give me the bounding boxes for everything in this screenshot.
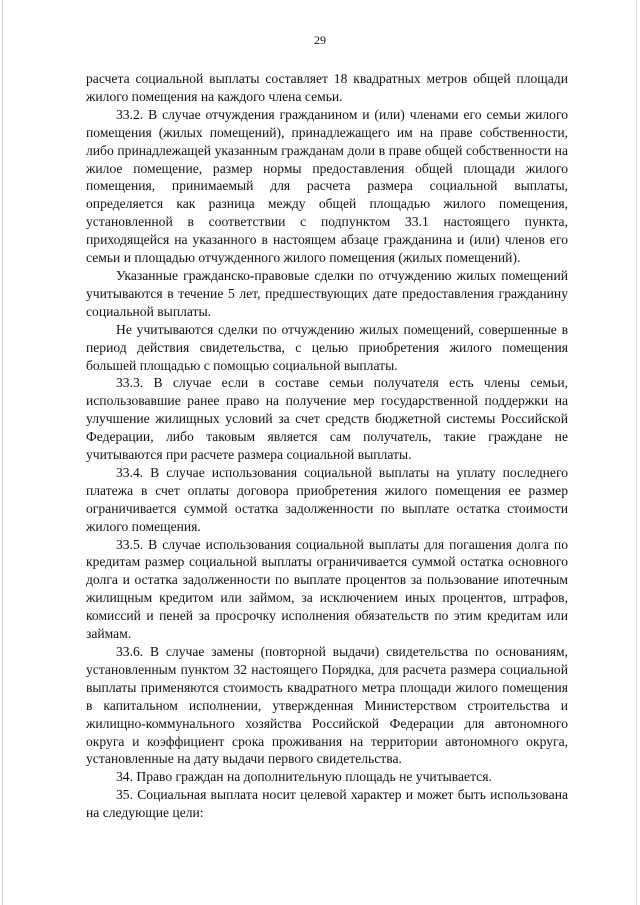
document-body: [86, 70, 568, 822]
paragraph-33-3: 33.3. В случае если в составе семьи получателя есть члены семьи, использовавшие ранее право на получение мер государственной поддержки на улучшение жилищных условий за счет средств бюджетной системы Российской Федерации, либо таковым является сам получатель, такие граждане не учитываются при расчете размера социальной выплаты.: [86, 375, 568, 463]
paragraph-transactions-counted: Указанные гражданско-правовые сделки по отчуждению жилых помещений учитываются в течение 5 лет, предшествующих дате предоставления гражданину социальной выплаты.: [86, 267, 568, 319]
page-number: 29: [314, 33, 326, 47]
paragraph-34: 34. Право граждан на дополнительную площадь не учитывается.: [116, 769, 492, 785]
paragraph-transactions-not-counted: Не учитываются сделки по отчуждению жилых помещений, совершенные в период действия свидетельства, с целью приобретения жилого помещения большей площадью с помощью социальной выплаты.: [86, 321, 568, 373]
page-edge-left: [2, 0, 3, 905]
paragraph-33-4: 33.4. В случае использования социальной выплаты на уплату последнего платежа в счет оплаты договора приобретения жилого помещения ее размер ограничивается суммой остатка задолженности по выплате остатка стоимости жилого помещения.: [86, 464, 568, 534]
paragraph-33-2: 33.2. В случае отчуждения гражданином и (или) членами его семьи жилого помещения (жилых помещений), принадлежащего им на праве собственности, либо принадлежащей указанным гражданам доли в праве общей собственности на жилое помещение, размер нормы предоставления общей площади жилого помещения, принимаемый для расчета размера социальной выплаты, определяется как разница между общей площадью жилого помещения, установленной в соответствии с подпунктом 33.1 настоящего пункта, приходящейся на указанного в настоящем абзаце гражданина и (или) членов его семьи и площадью отчужденного жилого помещения (жилых помещений).: [86, 106, 568, 266]
paragraph-continuation: расчета социальной выплаты составляет 18 квадратных метров общей площади жилого помещения на каждого члена семьи.: [86, 71, 568, 104]
page-edge-right: [636, 0, 637, 905]
paragraph-35: 35. Социальная выплата носит целевой характер и может быть использована на следующие цели:: [86, 787, 568, 821]
paragraph-33-5: 33.5. В случае использования социальной выплаты для погашения долга по кредитам размер социальной выплаты ограничивается суммой остатка основного долга и остатка задолженности по выплате процентов за пользование ипотечным жилищным кредитом или займом, за исключением иных процентов, штрафов, комиссий и пеней за просрочку исполнения обязательств по этим кредитам или займам.: [86, 536, 568, 642]
paragraph-33-6: 33.6. В случае замены (повторной выдачи) свидетельства по основаниям, установленным пунктом 32 настоящего Порядка, для расчета размера социальной выплаты применяются стоимость квадратного метра площади жилого помещения в капитальном исполнении, утвержденная Министерством строительства и жилищно-коммунального хозяйства Российской Федерации для автономного округа и коэффициент срока проживания на территории автономного округа, установленные на дату выдачи первого свидетельства.: [86, 644, 568, 767]
